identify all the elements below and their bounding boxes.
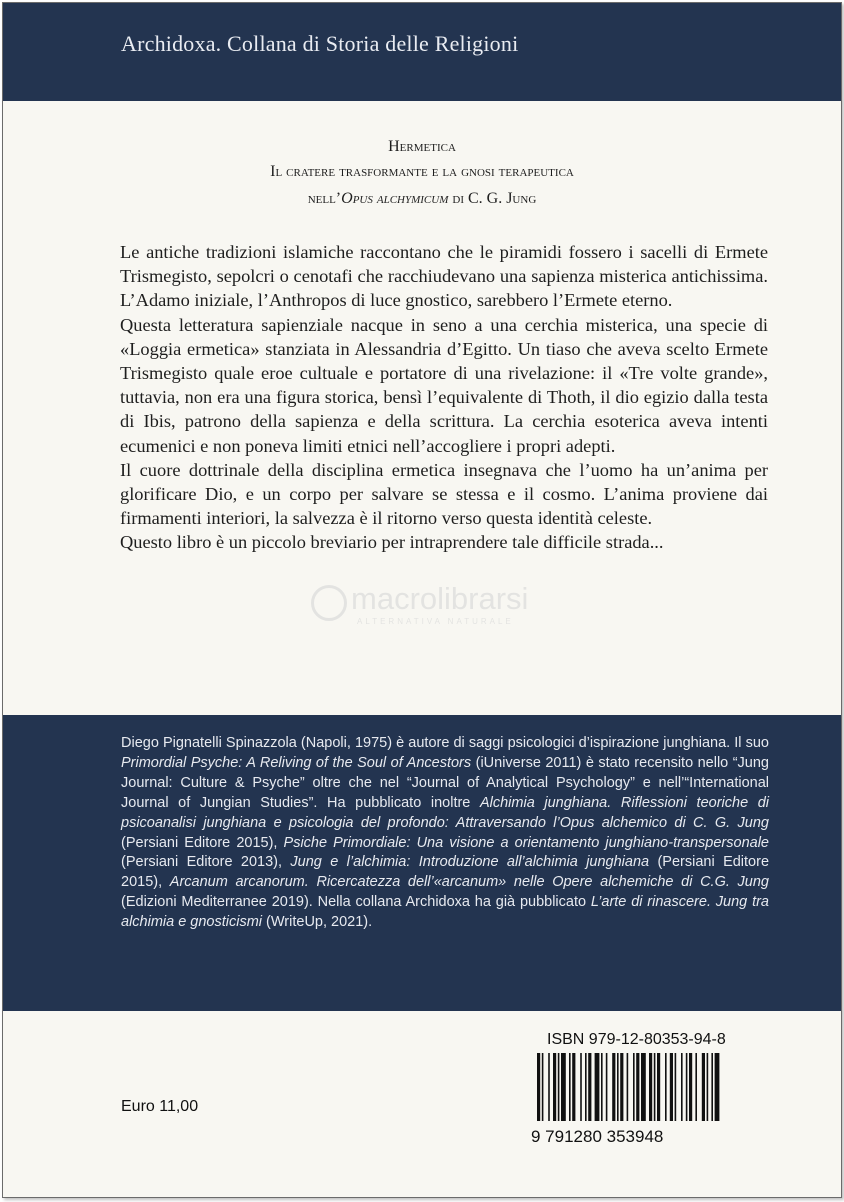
barcode-icon [537, 1053, 767, 1121]
barcode-bar [558, 1053, 560, 1121]
bio-text: (Persiani Editore 2015), [121, 854, 770, 891]
barcode-bar [612, 1053, 615, 1121]
bio-text: (Edizioni Mediterranee 2019). Nella collana Archidoxa ha già pubblicato [121, 894, 591, 911]
subtitle-suffix: di C. G. Jung [448, 190, 537, 207]
barcode-bar [588, 1053, 591, 1121]
book-subtitle: Il cratere trasformante e la gnosi terapeutica [270, 163, 574, 180]
isbn-label: ISBN 979-12-80353-94-8 [547, 1031, 726, 1048]
book-back-cover [2, 2, 842, 1198]
barcode-bar [585, 1053, 587, 1121]
barcode-bar [670, 1053, 673, 1121]
subtitle-prefix: nell’ [307, 190, 342, 207]
series-header-band [3, 3, 841, 101]
bio-title: Alchimia junghiana. Riflessioni teoriche di psicoanalisi junghiana e psicologia del profondo: Attraversando l’Opus alchemico di C. G. Jung [121, 794, 770, 831]
barcode-bar [636, 1053, 639, 1121]
barcode-bar [657, 1053, 660, 1121]
barcode-bar [689, 1053, 692, 1121]
author-bio-paragraph [121, 734, 769, 933]
barcode-bar [633, 1053, 635, 1121]
bio-title: Jung e l’alchimia: Introduzione all’alchimia junghiana [290, 854, 650, 871]
watermark-tagline: ALTERNATIVA NATURALE [357, 617, 514, 626]
barcode-bar [665, 1053, 667, 1121]
description-paragraph: Le antiche tradizioni islamiche raccontano che le piramidi fossero i sacelli di Ermete Trismegisto, sepolcri o cenotafi che racchiudevano una sapienza misterica antichissima. L’Adamo iniziale, l’Anthropos di luce gnostico, sarebbero l’Ermete eterno. [120, 242, 768, 311]
barcode-bar [617, 1053, 619, 1121]
barcode-bar [702, 1053, 705, 1121]
bio-text: (WriteUp, 2021). [262, 914, 373, 931]
book-title: Hermetica [388, 138, 456, 155]
bio-title: L’arte di rinascere. Jung tra alchimia e gnosticismi [121, 894, 769, 931]
bio-text: (iUniverse 2011) è stato recensito nello “Jung Journal: Culture & Psyche” oltre che nel “Journal of Analytical Psychology” e nell’“International Journal of Jungian Studies”. Ha pubblicato inoltre [121, 754, 769, 811]
bio-text: Diego Pignatelli Spinazzola (Napoli, 1975) è autore di saggi psicologici d’ispirazione junghiana. Il suo [121, 735, 769, 751]
barcode-bar [553, 1053, 556, 1121]
barcode-bar [548, 1053, 550, 1121]
book-subtitle-line2 [3, 190, 841, 208]
watermark-logo [311, 581, 571, 631]
barcode-bar [707, 1053, 709, 1121]
description-paragraph: Questo libro è un piccolo breviario per intraprendere tale difficile strada... [120, 532, 664, 553]
barcode-bar [641, 1053, 646, 1121]
barcode-bar [649, 1053, 652, 1121]
barcode-bar [572, 1053, 575, 1121]
barcode-bar [675, 1053, 677, 1121]
price: Euro 11,00 [121, 1098, 199, 1115]
barcode-bar [627, 1053, 629, 1121]
series-title: Archidoxa. Collana di Storia delle Religioni [121, 31, 519, 56]
barcode-bar [569, 1053, 571, 1121]
bio-text: (Persiani Editore 2015), [121, 834, 284, 851]
barcode-bar [695, 1053, 697, 1121]
watermark-brand: macrolibrarsi [351, 581, 529, 616]
barcode-bar [715, 1053, 720, 1121]
barcode-bar [654, 1053, 656, 1121]
barcode-bar [681, 1053, 683, 1121]
barcode-bar [595, 1053, 600, 1121]
bio-text: (Persiani Editore 2013), [121, 854, 291, 871]
barcode-digits: 9 791280 353948 [531, 1127, 664, 1146]
barcode-bar [537, 1053, 540, 1121]
barcode-bar [711, 1053, 713, 1121]
barcode-bar [606, 1053, 608, 1121]
bio-title: Psiche Primordiale: Una visione a orientamento junghiano-transpersonale [283, 834, 769, 851]
bio-title: Arcanum arcanorum. Ricercatezza dell’«arcanum» nelle Opere alchemiche di C.G. Jung [169, 874, 769, 891]
barcode-bar [620, 1053, 623, 1121]
barcode-bar [601, 1053, 603, 1121]
description-paragraph: Il cuore dottrinale della disciplina ermetica insegnava che l’uomo ha un’anima per glorificare Dio, e un corpo per salvare se stessa e il cosmo. L’anima proviene dai firmamenti interiori, la salvezza è il ritorno verso questa identità celeste. [120, 459, 768, 529]
description-paragraph: Questa letteratura sapienziale nacque in seno a una cerchia misterica, una specie di «Loggia ermetica» stanziata in Alessandria d’Egitto. Un tiaso che aveva scelto Ermete Trismegisto quale eroe cultuale e portatore di una rivelazione: il «Tre volte grande», tuttavia, non era una figura storica, bensì l’equivalente di Thoth, il dio egizio dalla testa di Ibis, patrono della sapienza e della scrittura. La cerchia esoterica aveva intenti ecumenici e non poneva limiti etnici nell’accogliere i propri adepti. [120, 314, 768, 456]
barcode-bar [686, 1053, 688, 1121]
barcode-bar [561, 1053, 566, 1121]
watermark-circle-icon [311, 585, 347, 621]
author-bio [121, 734, 769, 933]
barcode-bar [580, 1053, 582, 1121]
bio-title: Primordial Psyche: A Reliving of the Soul of Ancestors [121, 754, 472, 771]
barcode-bar [542, 1053, 544, 1121]
description-text [120, 240, 768, 555]
subtitle-italic: Opus alchymicum [341, 190, 449, 207]
